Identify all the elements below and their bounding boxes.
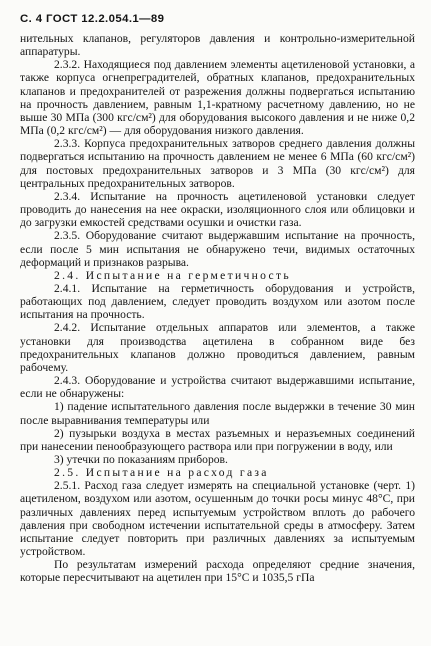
paragraph: 2.3.5. Оборудование считают выдержавшим испытание на прочность, если после 5 мин испытания не обнаружено течи, видимых остаточных деформаций и признаков разрыва. <box>20 229 415 269</box>
page-header: С. 4 ГОСТ 12.2.054.1—89 <box>20 13 165 25</box>
paragraph: 1) падение испытательного давления после выдержки в течение 30 мин после выравнивания температуры или <box>20 400 415 427</box>
paragraph: 2.4.2. Испытание отдельных аппаратов или элементов, а также установки для производства ацетилена в собранном виде без предохранительных клапанов должно проводиться давлением, равным рабочему. <box>20 321 415 374</box>
document-body <box>20 32 415 585</box>
section-heading: 2.4. Испытание на герметичность <box>54 268 291 282</box>
paragraph: 3) утечки по показаниям приборов. <box>54 453 228 466</box>
section-heading: 2.5. Испытание на расход газа <box>54 466 269 480</box>
paragraph: нительных клапанов, регуляторов давления и контрольно-измерительной аппаратуры. <box>20 32 415 59</box>
paragraph: По результатам измерений расхода определяют средние значения, которые пересчитывают на ацетилен при 15°С и 1035,5 гПа <box>20 558 415 585</box>
paragraph: 2.3.4. Испытание на прочность ацетиленовой установки следует проводить до нанесения на нее окраски, изоляционного слоя или облицовки и до загрузки емкостей средствами осушки и очистки газа. <box>20 189 415 230</box>
paragraph: 2.4.1. Испытание на герметичность оборудования и устройств, работающих под давлением, следует проводить воздухом или азотом после испытания на прочность. <box>20 281 415 322</box>
paragraph: 2.3.2. Находящиеся под давлением элементы ацетиленовой установки, а также корпуса огнепреградителей, обратных клапанов, предохранительных клапанов и предохранителей от разрежения должны подвергаться испытанию на прочность давлением, равным 1,1-кратному расчетному давлению, но не выше 30 МПа (300 кгс/см²) для оборудования высокого давления и не ниже 0,2 МПа (0,2 кгс/см²) — для оборудования низкого давления. <box>20 58 415 138</box>
paragraph: 2.4.3. Оборудование и устройства считают выдержавшими испытание, если не обнаружены: <box>20 374 415 401</box>
paragraph: 2.3.3. Корпуса предохранительных затворов среднего давления должны подвергаться испытанию на прочность давлением не менее 6 МПа (60 кгс/см²) для постовых предохранительных затворов и 3 МПа (30 кгс/см²) для центральных предохранительных затворов. <box>20 137 415 190</box>
paragraph: 2) пузырьки воздуха в местах разъемных и неразъемных соединений при нанесении пенообразующего раствора или при погружении в воду, или <box>20 426 415 453</box>
paragraph: 2.5.1. Расход газа следует измерять на специальной установке (черт. 1) ацетиленом, воздухом или азотом, осушенным до точки росы минус 48°С, при различных давлениях перед испытуемым устройством вплоть до рабочего давления при свободном истечении испытательной среды в атмосферу. Затем испытание следует повторить при различных давлениях за испытуемым устройством. <box>20 479 415 559</box>
